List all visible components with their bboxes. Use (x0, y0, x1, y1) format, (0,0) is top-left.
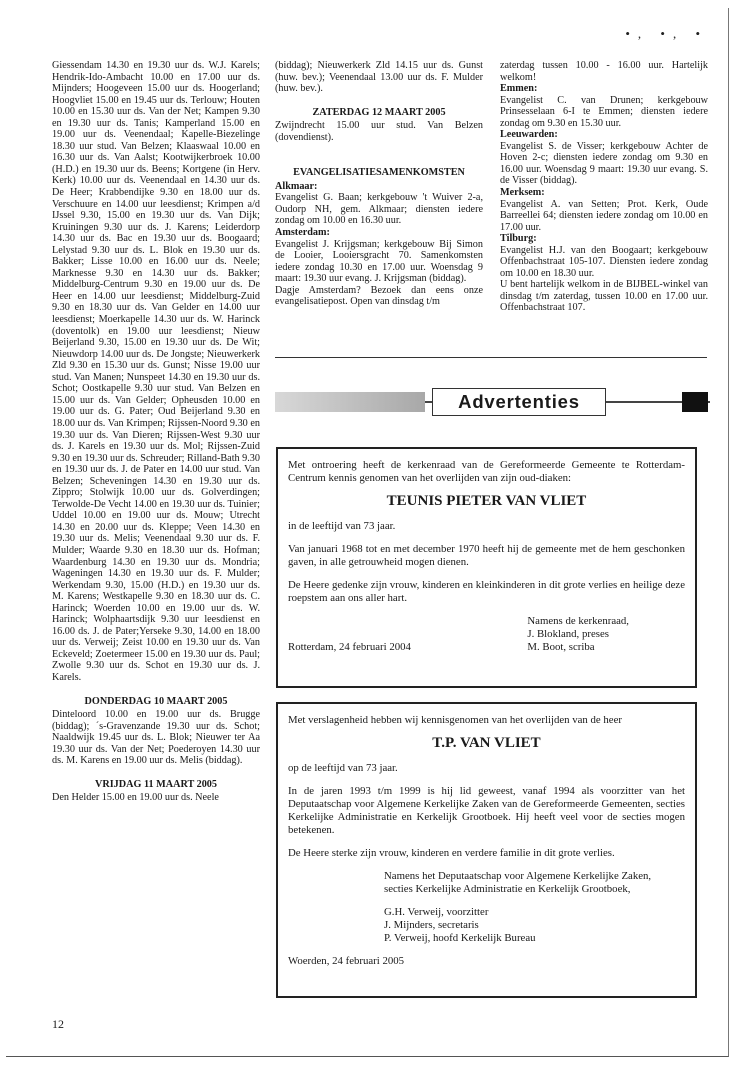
continued-listing: (biddag); Nieuwerkerk Zld 14.15 uur ds. Gunst (huw. bev.); Veenendaal 13.00 uur ds. F. Mulder (huw. bev.). (275, 60, 483, 95)
ad2-sig-b2: J. Mijnders, secretaris (384, 919, 479, 931)
section-divider (275, 357, 707, 358)
banner-block (682, 392, 708, 412)
ad1-signature (527, 615, 629, 654)
ad1-blessing: De Heere gedenke zijn vrouw, kinderen en kleinkinderen in dit grote verlies en heilige deze roepstem aan ons aller hart. (288, 579, 685, 604)
banner-gradient (275, 392, 425, 412)
emmen-text: Evangelist C. van Drunen; kerkgebouw Prinsesselaan 6-I te Emmen; diensten iedere zondag om 9.30 en 15.30 uur. (500, 94, 708, 129)
ad1-sig-line-2: J. Blokland, preses (527, 628, 609, 640)
obituary-ad-1 (276, 447, 697, 688)
ad2-service: In de jaren 1993 t/m 1999 is hij lid geweest, vanaf 1994 als voorzitter van het Deputaatschap voor Algemene Kerkelijke Zaken van de Gereformeerde Gemeenten, secties Kerkelijke Administratie en Kerkelijk Grootboek. Hij heeft veel voor de secties mogen betekenen. (288, 785, 685, 836)
corner-marks: •, •, • (625, 26, 708, 41)
page-number: 12 (52, 1017, 64, 1031)
leeuwarden-label: Leeuwarden: (500, 129, 558, 141)
thursday-heading: DONDERDAG 10 MAART 2005 (84, 695, 228, 707)
saturday-listing: Zwijndrecht 15.00 uur stud. Van Belzen (dovendienst). (275, 120, 483, 143)
tilburg-text-2: U bent hartelijk welkom in de BIJBEL-winkel van dinsdag t/m zaterdag, tussen 10.00 en 17.00 uur. Offenbachstraat 107. (500, 279, 708, 314)
alkmaar-label: Alkmaar: (275, 180, 318, 192)
column-1 (52, 60, 260, 804)
ad1-service: Van januari 1968 tot en met december 1970 heeft hij de gemeente met de hem geschonken gaven, in alle getrouwheid mogen dienen. (288, 543, 685, 568)
ad1-place-date: Rotterdam, 24 februari 2004 (288, 641, 411, 653)
service-listing: Giessendam 14.30 en 19.30 uur ds. W.J. Karels; Hendrik-Ido-Ambacht 10.00 en 17.00 uur ds. Mijnders; Hoogeveen 15.00 uur ds. Hoogerland; Hoogvliet 15.00 en 19.45 uur ds. Terlouw; Houten 10.00 en 15.30 uur ds. Van der Net; Kampen 9.30 en 19.30 uur ds. Tanis; Kamperland 15.00 en 19.00 uur ds. Veenendaal; Kapelle-Biezelinge 18.30 uur stud. Van Belzen; Klaaswaal 10.00 en 16.30 uur ds. Van Aalst; Kootwijkerbroek 10.00 (H.D.) en 19.30 uur ds. Beens; Kortgene (in Herv. Kerk) 10.00 uur ds. Veenendaal en 14.30 uur ds. De Heer; Krabbendijke 9.30 en 18.00 uur ds. Verschuure en 14.00 uur leesdienst; Krimpen a/d IJssel 9.30, 15.00 en 19.30 uur ds. Van Dijk; Kruiningen 9.30 uur ds. J. Karens; Leiderdorp 14.30 uur ds. Bac en 19.30 uur ds. Boogaard; Lelystad 9.30 uur ds. L. Blok en 19.30 uur ds. Bakker; Lisse 10.00 en 16.00 uur ds. Neele; Marknesse 9.30 en 14.30 uur ds. Bakker; Middelburg-Centrum 9.30 en 19.00 uur ds. De Heer en 14.00 uur leesdienst; Middelburg-Zuid 9.30 en 18.30 uur ds. Van Gelder en 14.00 uur leesdienst; Moerkapelle 14.30 uur ds. W. Harinck (doventolk) en 19.00 uur leesdienst; Nieuw Beijerland 9.30, 15.00 en 19.30 uur ds. De Wit; Nieuwdorp 14.00 uur ds. De Jongste; Nieuwerkerk Zld 9.30 en 15.30 uur ds. Gunst; Nisse 19.00 uur stud. Van Manen; Nunspeet 14.30 en 19.30 uur ds. Schot; Oostkapelle 9.30 uur stud. Van Belzen en 15.00 uur ds. Van Gelder; Opheusden 10.00 en 19.00 uur ds. G. Pater; Oud Beijerland 9.30 en 18.00 uur ds. Van Krimpen; Rijssen-Noord 9.30 en 19.30 uur ds. Van Dieren; Rijssen-West 9.30 uur ds. J. Karels en 19.30 uur ds. Mol; Rijssen-Zuid 9.30 en 19.30 uur ds. Schreuder; Rilland-Bath 9.30 en 19.30 uur ds. J. de Pater en 14.00 uur stud. Van Belzen; Scheveningen 14.30 en 19.30 uur ds. Zippro; Stolwijk 10.00 uur ds. Golverdingen; Terwolde-De Vecht 14.00 en 19.30 uur ds. Tuinier; Uddel 10.00 en 19.00 uur ds. Mouw; Utrecht 14.30 en 20.00 uur ds. Kleppe; Veen 14.30 en 19.30 uur ds. Melis; Veenendaal 9.30 uur ds. F. Mulder; Waarde 9.30 en 18.30 uur ds. Hofman; Waardenburg 14.30 en 19.30 uur ds. Mondria; Wageningen 14.30 en 19.30 uur ds. F. Mulder; Werkendam 9.30, 15.00 (H.D.) en 19.30 uur ds. M. Karens; Westkapelle 9.30 en 18.30 uur ds. C. Harinck; Woerden 10.00 en 19.00 uur ds. W. Harinck; Wolphaartsdijk 9.30 uur leesdienst en 16.00 ds. J. de Pater;Yerseke 9.30, 14.00 en 18.00 uur ds. Verweij; Zeist 10.00 en 19.30 uur ds. Van Eckeveld; Zoetermeer 15.00 en 19.30 uur ds. Paul; Zwolle 9.30 uur ds. Schot en 19.30 uur ds. J. Karels. (52, 60, 260, 683)
ad2-sig-a2: secties Kerkelijke Administratie en Kerkelijk Grootboek, (384, 883, 631, 895)
tilburg-label: Tilburg: (500, 233, 537, 245)
ad2-sig-b3: P. Verweij, hoofd Kerkelijk Bureau (384, 932, 536, 944)
friday-listing: Den Helder 15.00 en 19.00 uur ds. Neele (52, 792, 219, 804)
ad2-sig-a1: Namens het Deputaatschap voor Algemene Kerkelijke Zaken, (384, 870, 652, 882)
ad2-intro: Met verslagenheid hebben wij kennisgenomen van het overlijden van de heer (288, 714, 622, 726)
ad1-age: in de leeftijd van 73 jaar. (288, 520, 396, 532)
ad2-place-date: Woerden, 24 februari 2005 (288, 955, 405, 967)
ad1-name: TEUNIS PIETER VAN VLIET (386, 493, 587, 509)
ad1-intro: Met ontroering heeft de kerkenraad van de Gereformeerde Gemeente te Rotterdam-Centrum kennis genomen van het overlijden van zijn oud-diaken: (288, 459, 685, 484)
ad1-sig-line-3: M. Boot, scriba (527, 641, 595, 653)
saturday-heading: ZATERDAG 12 MAART 2005 (312, 106, 446, 118)
alkmaar-text: Evangelist G. Baan; kerkgebouw 't Wuiver 2-a, Oudorp NH, gem. Alkmaar; diensten iedere zondag om 10.00 en 16.30 uur. (275, 192, 483, 227)
thursday-listing: Dinteloord 10.00 en 19.00 uur ds. Brugge (biddag); ´s-Gravenzande 19.30 uur ds. Schot; Naaldwijk 19.45 uur ds. L. Blok; Nieuwer ter Aa 19.30 uur ds. Van der Net; Poederoyen 14.30 uur ds. M. Karens en 19.00 uur ds. Melis (biddag). (52, 709, 260, 767)
obituary-ad-2 (276, 702, 697, 998)
evangelisation-heading: EVANGELISATIESAMENKOMSTEN (293, 167, 465, 179)
friday-heading: VRIJDAG 11 MAART 2005 (95, 778, 217, 790)
ad2-blessing: De Heere sterke zijn vrouw, kinderen en verdere familie in dit grote verlies. (288, 847, 615, 859)
merksem-text: Evangelist A. van Setten; Prot. Kerk, Oude Barreellei 64; diensten iedere zondag om 10.00 en 17.00 uur. (500, 198, 708, 233)
ad1-sig-line-1: Namens de kerkenraad, (527, 615, 629, 627)
ad2-signature-org (384, 870, 685, 896)
column-2 (275, 60, 483, 308)
ad1-signature-row (288, 615, 685, 654)
ad2-signature-names (384, 906, 685, 945)
amsterdam-label: Amsterdam: (275, 227, 330, 239)
emmen-label: Emmen: (500, 83, 538, 95)
amsterdam-text: Evangelist J. Krijgsman; kerkgebouw Bij Simon de Looier, Looiersgracht 70. Samenkomsten iedere zondag 10.30 en 17.00 uur. Woensdag 9 maart: 19.30 uur evang. J. Krijgsman (biddag). (275, 238, 483, 285)
amsterdam-text-2: Dagje Amsterdam? Bezoek dan eens onze evangelisatiepost. Open van dinsdag t/m (275, 284, 483, 308)
continued-text: zaterdag tussen 10.00 - 16.00 uur. Hartelijk welkom! (500, 60, 708, 83)
ad2-age: op de leeftijd van 73 jaar. (288, 762, 398, 774)
merksem-label: Merksem: (500, 187, 545, 199)
ad2-sig-b1: G.H. Verweij, voorzitter (384, 906, 489, 918)
leeuwarden-text: Evangelist S. de Visser; kerkgebouw Achter de Hoven 2-c; diensten iedere zondag om 9.30 en 16.00 uur. Woensdag 9 maart: 19.30 uur evang. S. de Visser (biddag). (500, 140, 708, 187)
ad2-name: T.P. VAN VLIET (432, 735, 541, 751)
column-3 (500, 60, 708, 314)
advertenties-banner (275, 388, 708, 414)
tilburg-text: Evangelist H.J. van den Boogaart; kerkgebouw Offenbachstraat 105-107. Diensten iedere zondag om 10.00 en 18.30 uur. (500, 244, 708, 279)
advertenties-title: Advertenties (432, 388, 606, 416)
